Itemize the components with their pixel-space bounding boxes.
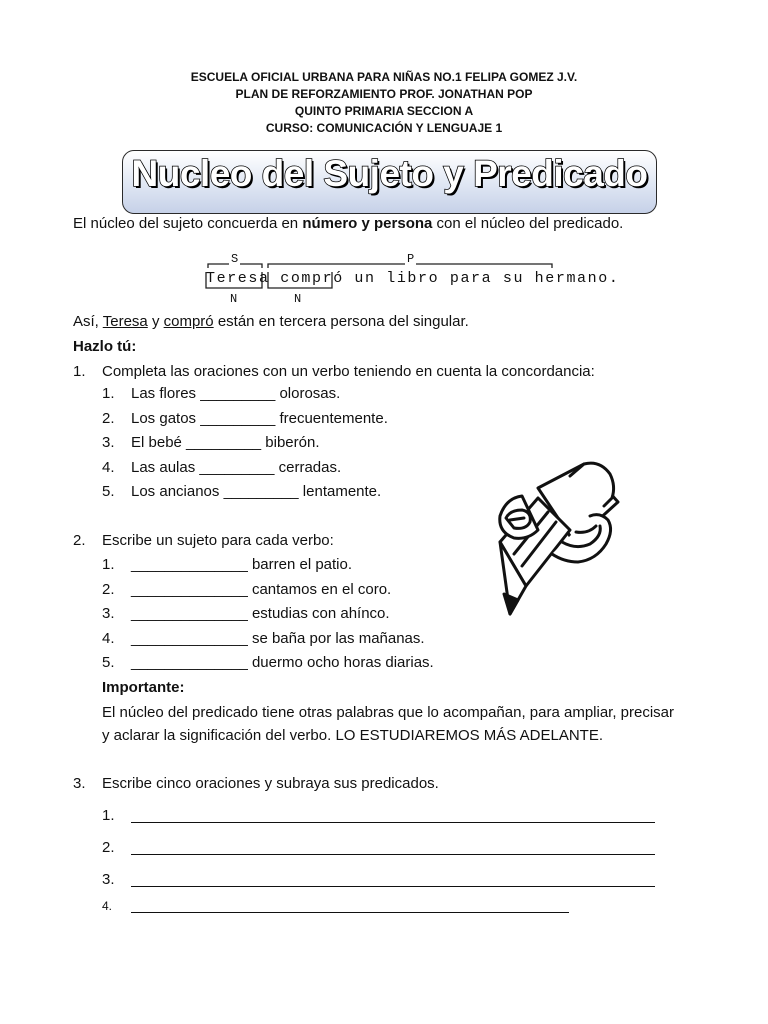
intro-text-start: El núcleo del sujeto concuerda en [73, 215, 303, 232]
importante-line-2: y aclarar la significación del verbo. LO ESTUDIAREMOS MÁS ADELANTE. [102, 727, 604, 744]
page-title: Nucleo del Sujeto y Predicado [131, 153, 648, 194]
intro-text-end: con el núcleo del predicado. [432, 215, 624, 232]
exercise-3-item-number: 4. [102, 899, 113, 913]
predicate-label: P [407, 252, 415, 266]
answer-line[interactable] [131, 854, 655, 855]
underlined-verb: compró [163, 313, 214, 330]
exercise-1-item-text[interactable]: El bebé _________ biberón. [131, 434, 320, 451]
exercise-2-item-number: 1. [102, 556, 115, 573]
sentence-analysis-diagram [200, 252, 620, 308]
exercise-3-item-number: 2. [102, 839, 115, 856]
exercise-1-item-number: 1. [102, 385, 115, 402]
exercise-2-item-number: 4. [102, 629, 115, 647]
intro-bold-phrase: número y persona [302, 215, 433, 232]
exercise-2-item-text[interactable]: ______________ cantamos en el coro. [131, 580, 392, 598]
answer-line[interactable] [131, 822, 655, 823]
predicate-rest: un libro para su hermano. [343, 270, 620, 287]
predicate-nucleus: compró [280, 270, 344, 287]
exercise-3-item-number: 1. [102, 807, 115, 824]
exercise-1-item-text[interactable]: Los gatos _________ frecuentemente. [131, 409, 388, 427]
exercise-2-item-text[interactable]: ______________ se baña por las mañanas. [131, 629, 425, 647]
explanation-text-2: y [147, 313, 164, 330]
exercise-3-item-number: 3. [102, 871, 115, 888]
analyzed-sentence [206, 270, 619, 287]
title-banner [122, 150, 657, 214]
exercise-1-item-text[interactable]: Las flores _________ olorosas. [131, 385, 341, 402]
importante-line-1: El núcleo del predicado tiene otras palabras que lo acompañan, para ampliar, precisar [102, 704, 675, 721]
exercise-2-item-number: 2. [102, 580, 115, 598]
underlined-subject: Teresa [102, 313, 148, 330]
exercise-2-item-text[interactable]: ______________ barren el patio. [131, 556, 353, 573]
exercise-1-item-number: 3. [102, 434, 115, 451]
explanation-sentence [73, 312, 469, 332]
importante-label: Importante: [102, 679, 185, 696]
school-name: ESCUELA OFICIAL URBANA PARA NIÑAS NO.1 FELIPA GOMEZ J.V. [190, 70, 578, 84]
hand-holding-pencil-icon [492, 458, 632, 618]
exercise-1-item-number: 2. [102, 409, 115, 427]
subject-nucleus: Teresa [206, 270, 270, 287]
exercise-2-item-number: 3. [102, 605, 115, 622]
nucleus-label-1: N [230, 292, 238, 306]
course-name: CURSO: COMUNICACIÓN Y LENGUAJE 1 [265, 121, 503, 135]
subject-label: S [231, 252, 239, 266]
hazlo-heading: Hazlo tú: [73, 338, 137, 355]
explanation-text-1: Así, [73, 313, 103, 330]
exercise-1-item-number: 4. [102, 458, 115, 476]
exercise-1-number: 1. [73, 363, 86, 380]
exercise-1-item-number: 5. [102, 483, 115, 500]
plan-and-teacher: PLAN DE REFORZAMIENTO PROF. JONATHAN POP [235, 87, 533, 101]
exercise-2-number: 2. [73, 532, 86, 549]
exercise-1-item-text[interactable]: Los ancianos _________ lentamente. [131, 483, 382, 500]
answer-line[interactable] [131, 886, 655, 887]
grade-section: QUINTO PRIMARIA SECCION A [294, 104, 474, 118]
exercise-2-item-text[interactable]: ______________ duermo ocho horas diarias. [131, 654, 434, 671]
answer-line[interactable] [131, 912, 569, 913]
exercise-2-item-number: 5. [102, 654, 115, 671]
intro-sentence [73, 214, 623, 234]
exercise-3-number: 3. [73, 775, 86, 792]
exercise-1-item-text[interactable]: Las aulas _________ cerradas. [131, 458, 342, 476]
exercise-1-instruction: Completa las oraciones con un verbo teniendo en cuenta la concordancia: [102, 363, 595, 380]
nucleus-label-2: N [294, 292, 302, 306]
exercise-2-instruction: Escribe un sujeto para cada verbo: [102, 532, 334, 549]
explanation-text-3: están en tercera persona del singular. [213, 313, 469, 330]
exercise-2-item-text[interactable]: ______________ estudias con ahínco. [131, 605, 390, 622]
exercise-3-instruction: Escribe cinco oraciones y subraya sus predicados. [102, 775, 439, 792]
